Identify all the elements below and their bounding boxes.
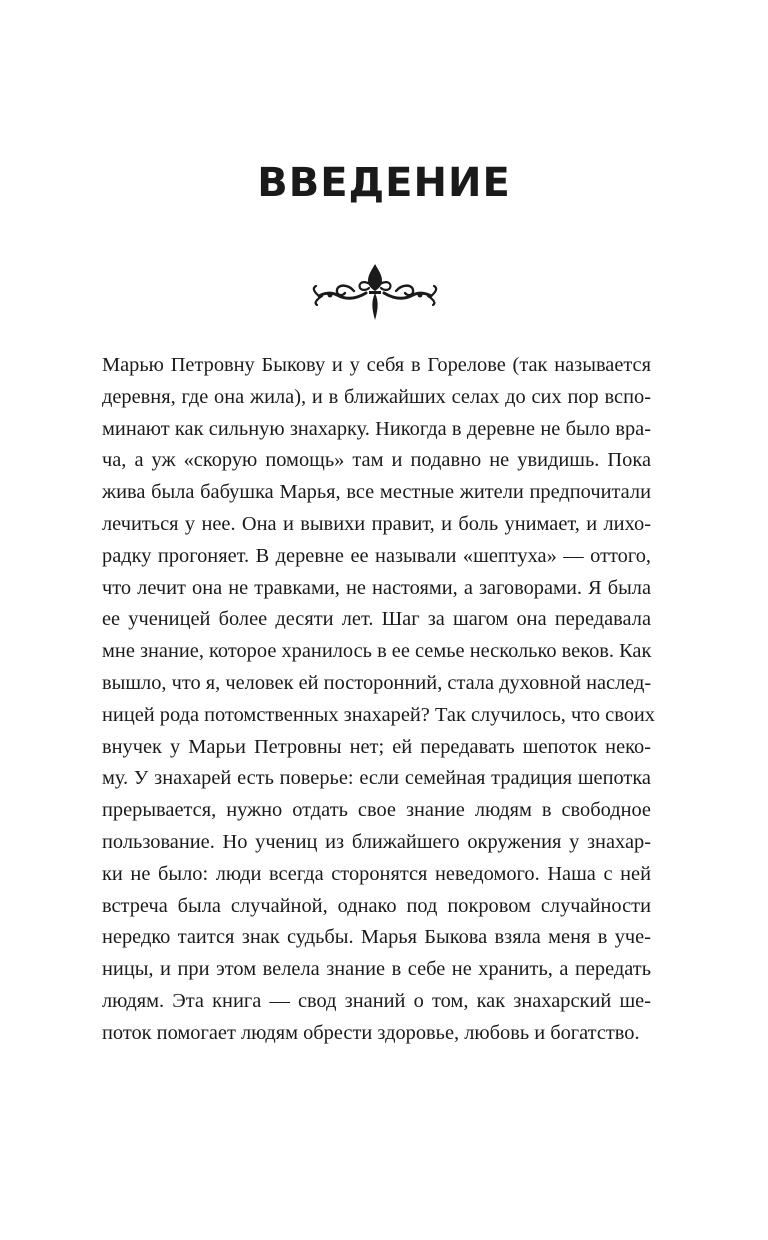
- text-line: ницы, и при этом велела знание в себе не хранить, а передать: [102, 958, 651, 981]
- text-line: поток помогает людям обрести здоровье, любовь и богатство.: [102, 1021, 640, 1044]
- text-line: встреча была случайной, однако под покровом случайности: [102, 894, 651, 917]
- text-line: ее ученицей более десяти лет. Шаг за шагом она передавала: [102, 608, 651, 631]
- text-line: пользование. Но учениц из ближайшего окружения у знахар-: [102, 830, 651, 853]
- text-line: ницей рода потомственных знахарей? Так случилось, что своих: [102, 703, 655, 726]
- text-line: что лечит она не травками, не настоями, а заговорами. Я была: [102, 576, 651, 599]
- text-line: му. У знахарей есть поверье: если семейная традиция шепотка: [102, 767, 651, 790]
- body-paragraph: [102, 350, 655, 1050]
- text-line: ча, а уж «скорую помощь» там и подавно не увидишь. Пока: [102, 449, 651, 472]
- text-line: людям. Эта книга — свод знаний о том, как знахарский ше-: [102, 989, 651, 1012]
- text-line: лечиться у нее. Она и вывихи правит, и боль унимает, и лихо-: [102, 512, 651, 535]
- fleuron-ornament-icon: [310, 262, 440, 322]
- text-line: внучек у Марьи Петровны нет; ей передавать шепоток неко-: [102, 735, 651, 758]
- chapter-title: ВВЕДЕНИЕ: [257, 160, 511, 206]
- text-line: мне знание, которое хранилось в ее семье несколько веков. Как: [102, 640, 652, 663]
- text-line: деревня, где она жила), и в ближайших селах до сих пор вспо-: [102, 385, 651, 408]
- text-line: нередко таится знак судьбы. Марья Быкова взяла меня в уче-: [102, 926, 651, 949]
- text-line: вышло, что я, человек ей посторонний, стала духовной наслед-: [102, 671, 652, 694]
- text-line: жива была бабушка Марья, все местные жители предпочитали: [102, 481, 651, 504]
- text-line: прерывается, нужно отдать свое знание людям в свободное: [102, 799, 651, 822]
- text-line: ки не было: люди всегда сторонятся неведомого. Наша с ней: [102, 862, 651, 885]
- text-line: минают как сильную знахарку. Никогда в деревне не было вра-: [102, 417, 651, 440]
- text-line: радку прогоняет. В деревне ее называли «шептуха» — оттого,: [102, 544, 651, 567]
- text-line: Марью Петровну Быкову и у себя в Горелове (так называется: [102, 354, 651, 376]
